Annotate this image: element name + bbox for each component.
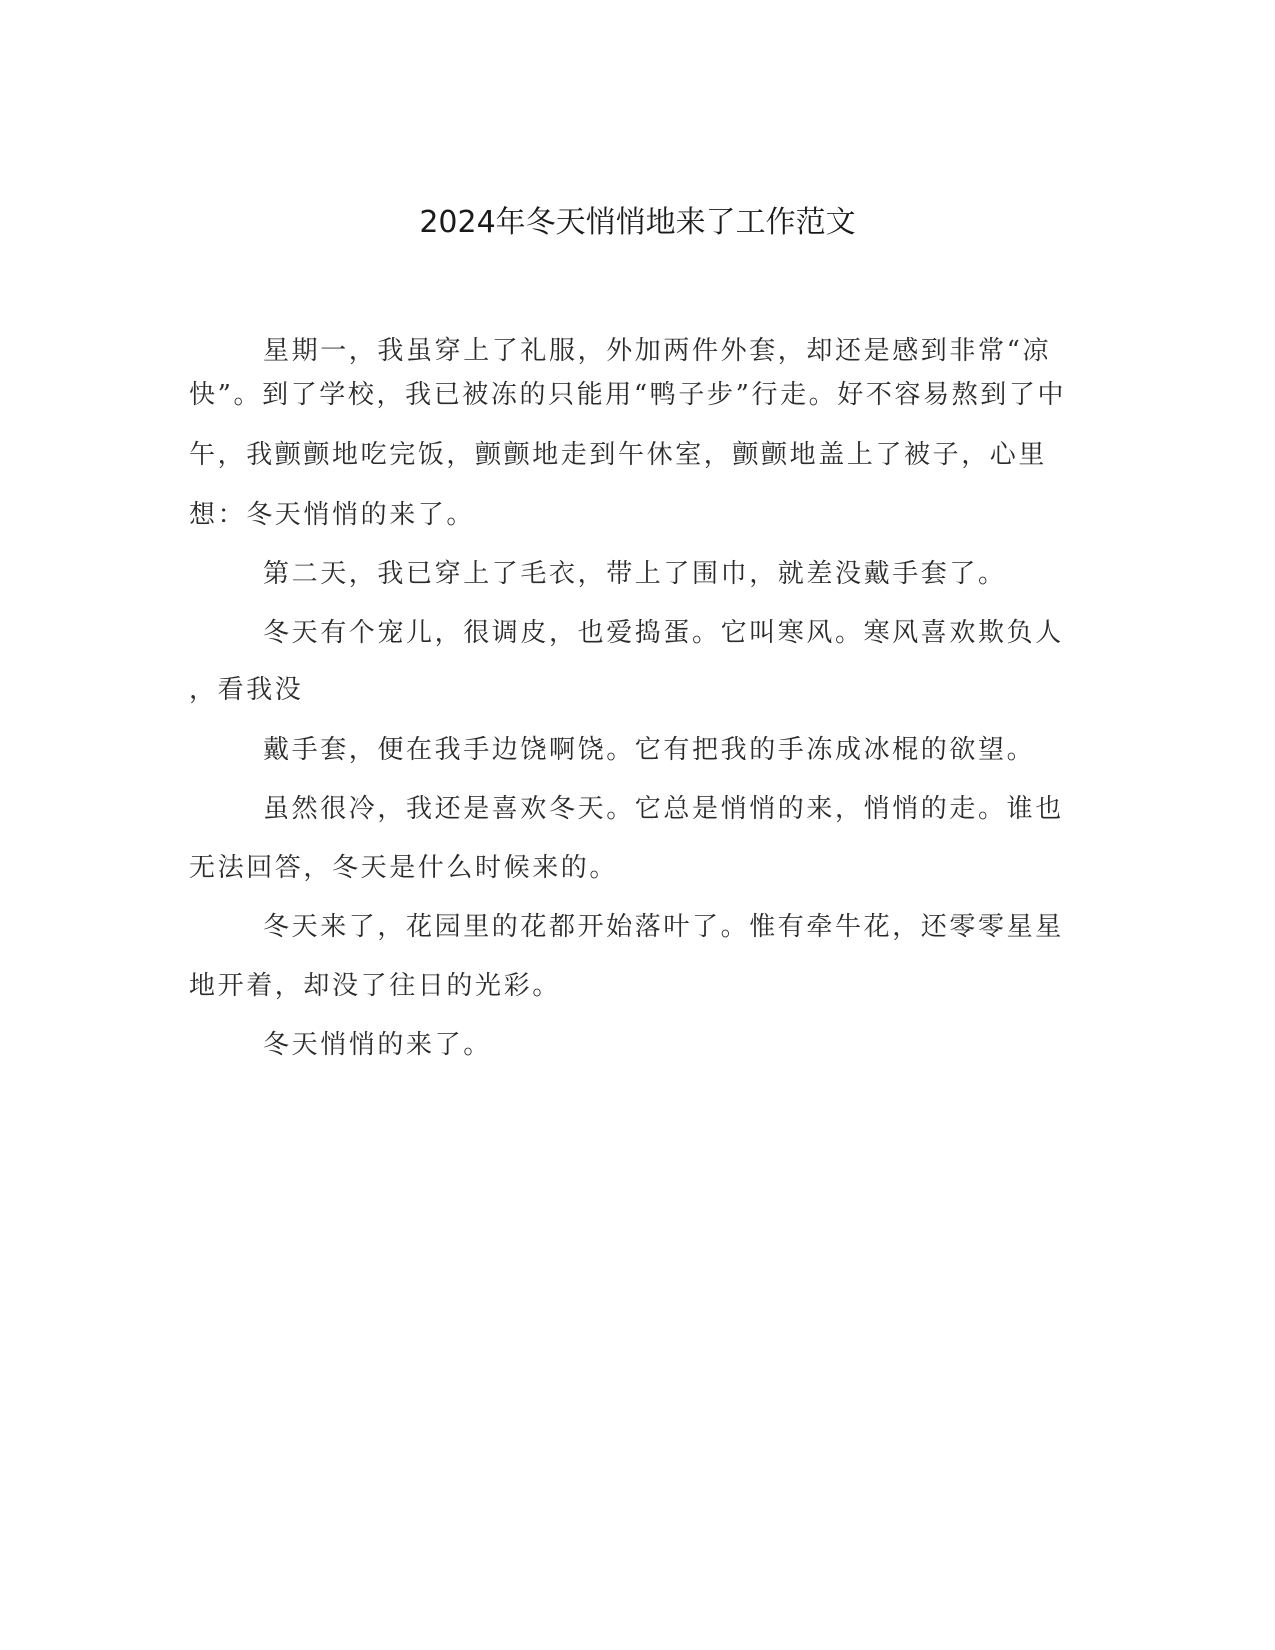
paragraph-1-line-4: 想：冬天悄悄的来了。 [189,500,476,530]
paragraph-2-line-1: 第二天，我已穿上了毛衣，带上了围巾，就差没戴手套了。 [263,559,1007,589]
paragraph-5-line-2: 无法回答，冬天是什么时候来的。 [189,853,619,883]
paragraph-7-line-1: 冬天悄悄的来了。 [263,1030,492,1060]
paragraph-1-line-2: 快”。到了学校，我已被冻的只能用“鸭子步”行走。好不容易熬到了中 [189,380,1067,410]
paragraph-3-line-1: 冬天有个宠儿，很调皮，也爱捣蛋。它叫寒风。寒风喜欢欺负人 [263,618,1064,648]
paragraph-1-line-1: 星期一，我虽穿上了礼服，外加两件外套，却还是感到非常“凉 [263,336,1052,366]
paragraph-4-line-1: 戴手套，便在我手边饶啊饶。它有把我的手冻成冰棍的欲望。 [263,735,1036,765]
paragraph-5-line-1: 虽然很冷，我还是喜欢冬天。它总是悄悄的来，悄悄的走。谁也 [263,794,1064,824]
paragraph-6-line-2: 地开着，却没了往日的光彩。 [189,971,561,1001]
paragraph-1-line-3: 午，我颤颤地吃完饭，颤颤地走到午休室，颤颤地盖上了被子，心里 [189,440,1048,470]
paragraph-6-line-1: 冬天来了，花园里的花都开始落叶了。惟有牵牛花，还零零星星 [263,912,1064,942]
document-title: 2024年冬天悄悄地来了工作范文 [419,205,856,240]
paragraph-3-line-2: ，看我没 [189,675,304,705]
